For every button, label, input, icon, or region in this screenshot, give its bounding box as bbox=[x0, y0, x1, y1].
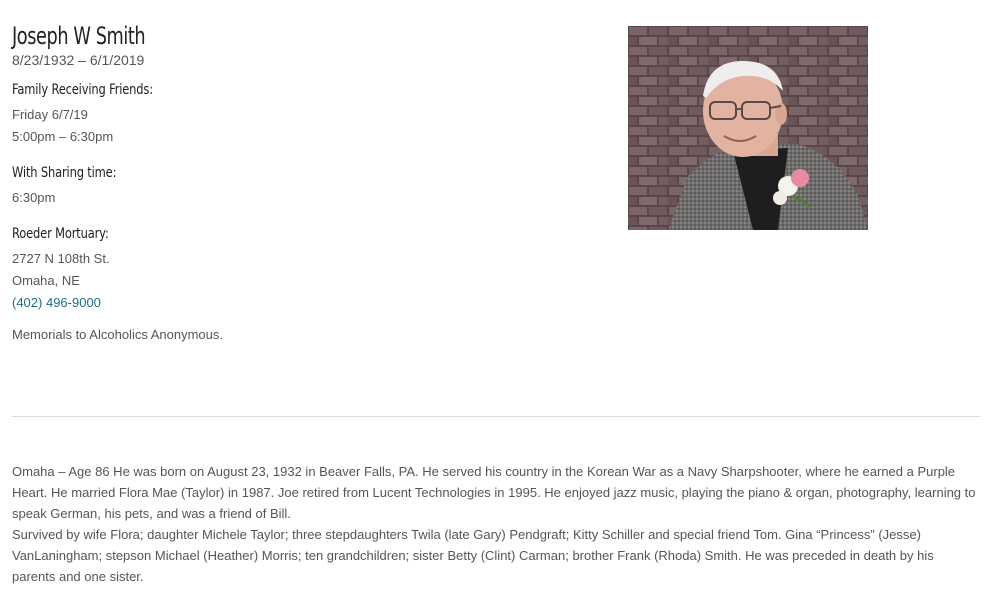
biography bbox=[12, 461, 980, 587]
mortuary-heading: Roeder Mortuary: bbox=[12, 226, 109, 242]
deceased-name: Joseph W Smith bbox=[12, 22, 146, 50]
mortuary-city: Omaha, NE bbox=[12, 273, 80, 288]
portrait-image bbox=[628, 26, 868, 230]
visitation-day: Friday 6/7/19 bbox=[12, 107, 88, 122]
visitation-section bbox=[12, 82, 572, 148]
obituary-details bbox=[12, 22, 572, 346]
life-dates: 8/23/1932 – 6/1/2019 bbox=[12, 52, 145, 68]
survivors-paragraph: Survived by wife Flora; daughter Michele Taylor; three stepdaughters Twila (late Gary) Pendgraft; Kitty Schiller and special friend Tom. Gina “Princess” (Jesse) VanLaningham; stepson Michael (Heather) Morris; ten grandchildren; sister Betty (Clint) Carman; brother Frank (Rhoda) Smith. He was preceded in death by his parents and one sister. bbox=[12, 527, 934, 584]
visitation-heading: Family Receiving Friends: bbox=[12, 82, 153, 98]
memorials-note: Memorials to Alcoholics Anonymous. bbox=[12, 327, 223, 342]
sharing-time: 6:30pm bbox=[12, 190, 56, 205]
mortuary-street: 2727 N 108th St. bbox=[12, 251, 110, 266]
section-divider bbox=[12, 416, 980, 417]
mortuary-phone-link[interactable]: (402) 496-9000 bbox=[12, 295, 101, 310]
sharing-section bbox=[12, 165, 572, 209]
biography-paragraph: Omaha – Age 86 He was born on August 23, 1932 in Beaver Falls, PA. He served his country in the Korean War as a Navy Sharpshooter, where he earned a Purple Heart. He married Flora Mae (Taylor) in 1987. Joe retired from Lucent Technologies in 1995. He enjoyed jazz music, playing the piano & organ, photography, learning to speak German, his pets, and was a friend of Bill. bbox=[12, 464, 976, 521]
deceased-photo bbox=[628, 26, 868, 230]
visitation-time: 5:00pm – 6:30pm bbox=[12, 129, 114, 144]
mortuary-section bbox=[12, 226, 572, 314]
sharing-heading: With Sharing time: bbox=[12, 165, 117, 181]
